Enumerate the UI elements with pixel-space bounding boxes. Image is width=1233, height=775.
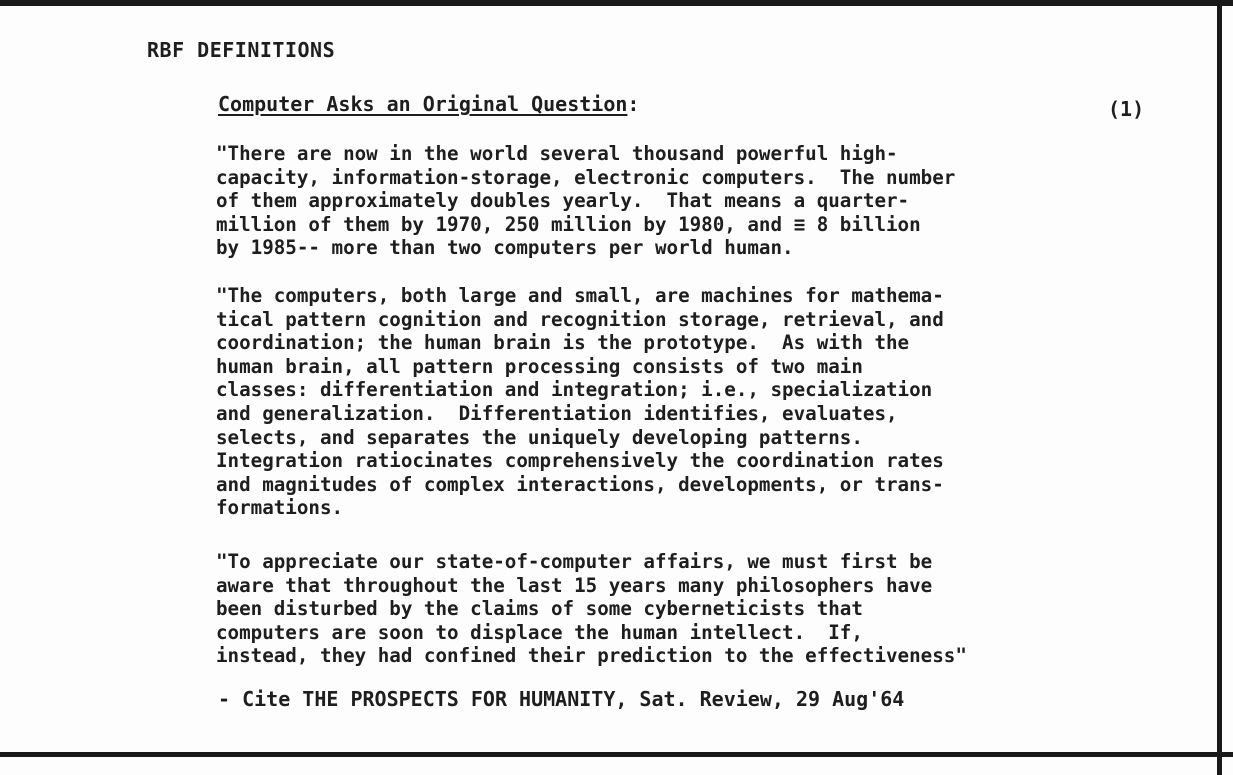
entry-title — [218, 92, 639, 116]
paragraph-line: been disturbed by the claims of some cyberneticists that — [216, 597, 863, 621]
paragraph-line: selects, and separates the uniquely developing patterns. — [216, 425, 863, 449]
quote-paragraph-2 — [216, 284, 1146, 520]
citation: - Cite THE PROSPECTS FOR HUMANITY, Sat. Review, 29 Aug'64 — [218, 687, 905, 711]
paragraph-line: of them approximately doubles yearly. That means a quarter- — [216, 189, 910, 213]
top-border-rule — [0, 0, 1233, 6]
paragraph-line: million of them by 1970, 250 million by 1980, and ≡ 8 billion — [216, 212, 921, 236]
paragraph-line: human brain, all pattern processing consists of two main — [216, 354, 863, 378]
paragraph-line: Integration ratiocinates comprehensively the coordination rates — [216, 449, 944, 473]
paragraph-line: "To appreciate our state-of-computer affairs, we must first be — [216, 550, 933, 573]
paragraph-line: "There are now in the world several thousand powerful high- — [216, 142, 898, 165]
document-heading: RBF DEFINITIONS — [147, 38, 336, 62]
paragraph-line: tical pattern cognition and recognition storage, retrieval, and — [216, 307, 944, 331]
paragraph-line: formations. — [216, 496, 344, 520]
bottom-border-rule — [0, 752, 1233, 757]
paragraph-line: "The computers, both large and small, are machines for mathema- — [216, 284, 944, 307]
entry-title-text: Computer Asks an Original Question — [218, 92, 628, 116]
paragraph-line: and generalization. Differentiation identifies, evaluates, — [216, 401, 898, 425]
paragraph-line: coordination; the human brain is the prototype. As with the — [216, 331, 910, 355]
quote-paragraph-3 — [216, 550, 1146, 668]
paragraph-line: aware that throughout the last 15 years many philosophers have — [216, 573, 933, 597]
paragraph-line: capacity, information-storage, electronic computers. The number — [216, 165, 956, 189]
paragraph-line: instead, they had confined their prediction to the effectiveness" — [216, 644, 967, 668]
paragraph-line: classes: differentiation and integration; i.e., specialization — [216, 378, 933, 402]
quote-paragraph-1 — [216, 142, 1146, 260]
paragraph-line: and magnitudes of complex interactions, developments, or trans- — [216, 472, 944, 496]
entry-number: (1) — [1108, 97, 1145, 121]
entry-title-colon: : — [627, 92, 640, 116]
paragraph-line: computers are soon to displace the human intellect. If, — [216, 620, 863, 644]
right-border-rule — [1217, 0, 1222, 775]
paragraph-line: by 1985-- more than two computers per world human. — [216, 236, 794, 260]
